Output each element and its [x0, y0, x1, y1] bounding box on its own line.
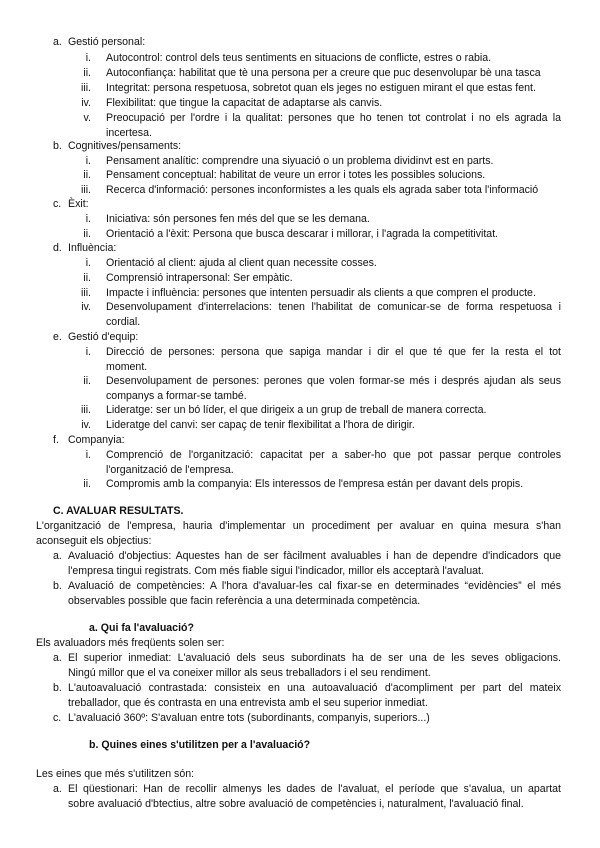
item-text: Direcció de persones: persona que sapiga mandar i dir el que té que fer la resta el tot — [106, 346, 561, 358]
item-marker: c. — [53, 712, 62, 724]
item-text: Iniciativa: són persones fen més del que se les demana. — [106, 213, 370, 225]
item-marker: a. — [53, 652, 62, 664]
category-marker: f. — [53, 434, 59, 446]
item-text: companys a formar-se també. — [106, 389, 247, 402]
item-marker: ii. — [83, 228, 91, 240]
item-marker: ii. — [83, 272, 91, 284]
item-marker: i. — [85, 155, 91, 167]
item-text: Comprensió intrapersonal: Ser empàtic. — [106, 272, 293, 284]
subsection-heading: b. Quines eines s'utilitzen per a l'avaluació? — [89, 739, 311, 751]
category-marker: e. — [53, 331, 62, 343]
item-text: Recerca d'informació: persones inconformistes a les quals els agrada saber tota l'informació — [106, 184, 539, 196]
item-text: Orientació a l'èxit: Persona que busca descarar i millorar, i l'agrada la competitivitat. — [106, 228, 499, 240]
item-text: El qüestionari: Han de recollir almenys les dades de l'avaluat, el període que s'avalua, un apartat — [68, 783, 561, 795]
item-text: Autoconfiança: habilitat que tè una persona per a creure que puc desenvolupar bè una tasca — [106, 67, 541, 79]
item-marker: iv. — [81, 97, 91, 109]
item-text: L'autoavaluació contrastada: consisteix en una autoavaluació d'acompliment per part del mateix — [68, 682, 561, 694]
item-text: incertesa. — [106, 126, 152, 139]
item-marker: iii. — [80, 82, 91, 94]
item-marker: b. — [53, 682, 62, 694]
item-marker: i. — [85, 346, 91, 358]
category-title: Gestió personal: — [68, 36, 146, 48]
section-heading: C. AVALUAR RESULTATS. — [53, 505, 184, 517]
item-text: Avaluació d'objectius: Aquestes han de ser fàcilment avaluables i han de dependre d'indicadors que — [68, 550, 561, 562]
item-text: El superior inmediat: L'avaluació dels seus subordinats ha de ser una de les seves obligacions. — [68, 652, 561, 664]
item-text: Ningú millor que el va coneixer millor als seus treballadors i el seu rendiment. — [68, 666, 431, 679]
item-text: Pensament analític: comprendre una siyuació o un problema dividinvt est en parts. — [106, 155, 494, 167]
item-text: l'organització de l'empresa. — [106, 463, 234, 476]
item-text: sobre avaluació d'btectius, altre sobre avaluació de competències i, naturalment, l'avaluació final. — [68, 797, 524, 810]
item-marker: i. — [85, 52, 91, 64]
item-text: Autocontrol: control dels teus sentiments en situacions de conflicte, estres o rabia. — [106, 52, 492, 64]
item-marker: iii. — [80, 184, 91, 196]
item-text: Compromis amb la companyia: Els interessos de l'empresa están per davant dels propis. — [106, 478, 524, 490]
paragraph-line: aconseguit els objectius: — [36, 535, 152, 547]
item-marker: iii. — [80, 404, 91, 416]
item-marker: i. — [85, 213, 91, 225]
item-text: Desenvolupament de persones: perones que volen formar-se més i després ajudan als seus — [106, 375, 561, 387]
item-marker: a. — [53, 783, 62, 795]
category-marker: b. — [53, 140, 62, 152]
item-text: treballador, que és contrasta en una entrevista amb el seu superior inmediat. — [68, 696, 428, 709]
category-title: Companyia: — [68, 434, 125, 446]
item-marker: iii. — [80, 287, 91, 299]
item-marker: b. — [53, 580, 62, 592]
item-text: Comprenció de l'organització: capacitat per a saber-ho que pot passar perque controles — [106, 449, 561, 461]
paragraph-line: Els avaluadors més freqüents solen ser: — [36, 637, 225, 649]
paragraph-line: Les eines que més s'utilitzen són: — [36, 768, 195, 780]
item-text: L'avaluació 360º: S'avaluan entre tots (subordinants, companyis, superiors...) — [68, 712, 430, 724]
item-text: Desenvolupament d'interrelacions: tenen l'habilitat de comunicar-se de forma respetuosa i — [106, 301, 561, 313]
category-marker: d. — [53, 242, 62, 254]
category-title: Gestió d'equip: — [68, 331, 139, 343]
item-marker: v. — [83, 112, 91, 124]
item-marker: iv. — [81, 301, 91, 313]
item-text: Orientació al client: ajuda al client quan necessite cosses. — [106, 257, 377, 269]
item-text: Lideratge del canvi: ser capaç de tenir flexibilitat a l'hora de dirigir. — [106, 419, 415, 431]
item-marker: ii. — [83, 478, 91, 490]
item-text: moment. — [106, 360, 148, 373]
category-title: Influència: — [68, 242, 117, 254]
item-text: Lideratge: ser un bó líder, el que dirigeix a un grup de treball de manera correcta. — [106, 404, 487, 416]
item-marker: ii. — [83, 169, 91, 181]
category-title: Èxit: — [68, 198, 89, 210]
item-text: observables possible que facin referència a una determinada competència. — [68, 594, 421, 607]
item-text: cordial. — [106, 315, 141, 328]
item-text: Avaluació de competències: A l'hora d'avaluar-les cal fixar-se en determinades “evidències” el més — [68, 580, 561, 592]
item-marker: ii. — [83, 375, 91, 387]
item-text: Preocupació per l'ordre i la qualitat: persones que ho tenen tot controlat i no els agrada la — [106, 112, 561, 124]
category-marker: c. — [53, 198, 62, 210]
item-text: Pensament conceptual: habilitat de veure un error i totes les possibles solucions. — [106, 169, 486, 181]
category-marker: a. — [53, 36, 62, 48]
item-text: Integritat: persona respetuosa, sobretot quan els jeges no estiguen mirant el que estas fent. — [106, 82, 536, 94]
subsection-heading: a. Qui fa l'avaluació? — [89, 622, 194, 634]
item-text: Impacte i influència: persones que intenten persuadir als clients a que compren el producte. — [106, 287, 536, 299]
paragraph-line: L'organització de l'empresa, hauria d'implementar un procediment per avaluar en quina mesura s'han — [36, 520, 561, 532]
item-marker: i. — [85, 449, 91, 461]
item-text: l'empresa tingui registrats. Com més fiable sigui l'indicador, millor els acceptarà l'avaluat. — [68, 564, 484, 577]
item-marker: i. — [85, 257, 91, 269]
item-marker: ii. — [83, 67, 91, 79]
category-title: Cognitives/pensaments: — [68, 140, 182, 152]
item-marker: iv. — [81, 419, 91, 431]
item-text: Flexibilitat: que tingue la capacitat de adaptarse als canvis. — [106, 97, 383, 109]
item-marker: a. — [53, 550, 62, 562]
